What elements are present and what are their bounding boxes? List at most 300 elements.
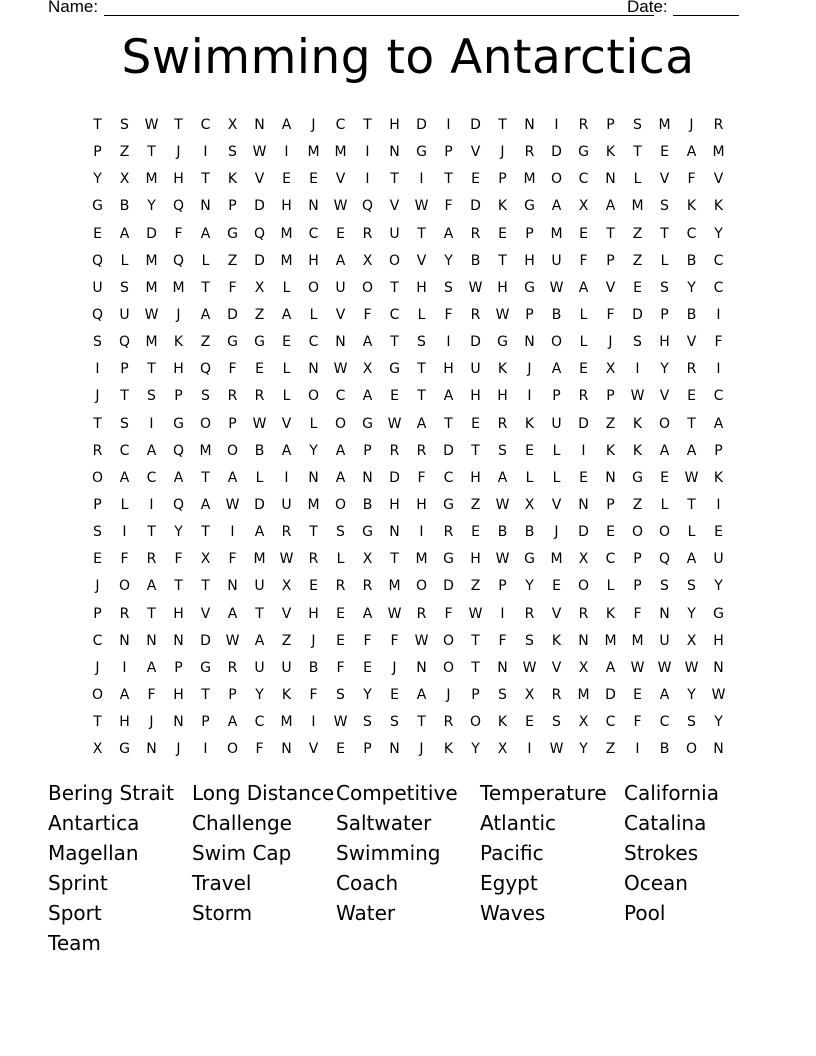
word-list-item: Catalina [624,811,707,835]
grid-cell: M [523,171,536,188]
grid-cell: G [227,225,238,242]
grid-cell: T [417,361,426,378]
grid-cell: W [549,279,564,296]
grid-cell: W [684,659,699,676]
grid-cell: R [146,551,157,568]
grid-cell: X [578,714,589,731]
grid-cell: U [659,632,670,649]
grid-cell: P [174,388,183,405]
grid-cell: D [470,117,481,133]
grid-cell: T [390,334,399,351]
grid-cell: Z [227,252,238,269]
grid-cell: R [227,659,238,676]
grid-cell: C [119,442,130,459]
grid-cell: D [443,442,454,459]
name-date-header [48,0,748,21]
grid-cell: P [633,551,642,568]
grid-cell: R [443,714,454,731]
grid-cell: S [93,334,102,351]
grid-cell: R [227,388,238,405]
grid-cell: N [173,714,184,731]
grid-cell: T [93,117,102,133]
grid-cell: Z [119,144,130,161]
grid-cell: T [687,415,696,432]
grid-cell: S [498,442,507,459]
grid-cell: L [120,252,129,269]
grid-cell: B [686,252,697,269]
grid-cell: V [470,144,481,161]
grid-cell: O [199,415,212,432]
grid-cell: I [635,361,640,378]
grid-cell: F [174,551,183,568]
grid-cell: M [199,442,212,459]
grid-cell: A [443,388,454,405]
grid-cell: H [497,388,508,405]
grid-cell: V [308,741,319,758]
grid-cell: S [120,415,129,432]
grid-cell: E [687,388,696,405]
grid-cell: W [711,686,726,703]
grid-cell: R [254,388,265,405]
grid-cell: G [443,496,454,513]
grid-cell: E [309,578,318,595]
grid-cell: L [282,388,291,405]
grid-cell: S [660,279,669,296]
grid-cell: L [660,496,669,513]
grid-cell: Y [525,578,534,595]
grid-cell: T [498,252,507,269]
grid-cell: E [282,171,291,188]
grid-cell: O [658,524,671,541]
word-list-item: Ocean [624,871,688,895]
grid-cell: V [659,171,670,188]
grid-cell: S [363,714,372,731]
grid-cell: P [606,252,615,269]
grid-cell: E [660,469,669,486]
grid-cell: O [469,714,482,731]
word-list-item: California [624,781,719,805]
grid-cell: L [633,171,642,188]
grid-cell: U [119,306,130,323]
grid-cell: A [551,361,562,378]
grid-cell: T [93,415,102,432]
grid-cell: T [309,524,318,541]
grid-cell: V [551,605,562,622]
grid-cell: F [498,632,507,649]
grid-cell: T [201,279,210,296]
grid-cell: O [550,171,563,188]
grid-cell: D [470,198,481,215]
grid-cell: N [497,659,508,676]
grid-cell: C [335,117,346,133]
grid-cell: O [415,578,428,595]
grid-cell: N [659,605,670,622]
grid-cell: I [365,144,370,161]
grid-cell: J [95,578,100,595]
grid-cell: L [201,252,210,269]
grid-cell: P [606,117,615,133]
grid-cell: E [579,225,588,242]
grid-cell: N [254,117,265,133]
grid-cell: S [228,144,237,161]
grid-cell: E [498,225,507,242]
grid-cell: E [336,225,345,242]
grid-cell: Z [632,252,643,269]
grid-cell: X [227,117,238,133]
grid-cell: A [254,524,265,541]
grid-cell: A [119,225,130,242]
grid-cell: K [713,469,724,486]
grid-cell: C [92,632,103,649]
grid-cell: F [417,469,426,486]
grid-cell: O [442,659,455,676]
grid-cell: L [309,415,318,432]
grid-cell: S [417,334,426,351]
grid-cell: R [119,605,130,622]
grid-cell: D [200,632,211,649]
grid-cell: D [254,198,265,215]
grid-cell: C [659,714,670,731]
grid-cell: G [119,741,130,758]
grid-cell: G [497,334,508,351]
grid-cell: A [443,225,454,242]
grid-cell: P [93,496,102,513]
grid-cell: I [311,714,316,731]
grid-cell: V [200,605,211,622]
grid-cell: W [630,388,645,405]
grid-cell: X [497,741,508,758]
grid-cell: F [714,334,723,351]
grid-cell: Z [470,496,481,513]
grid-cell: Y [147,198,156,215]
word-list-item: Storm [192,901,253,925]
word-list-item: Bering Strait [48,781,174,805]
grid-cell: T [174,117,183,133]
grid-cell: O [334,415,347,432]
grid-cell: J [689,117,694,133]
grid-cell: G [200,659,211,676]
grid-cell: L [120,496,129,513]
grid-cell: J [176,144,181,161]
grid-cell: S [660,578,669,595]
grid-cell: U [254,659,265,676]
grid-cell: V [551,659,562,676]
grid-cell: A [146,442,157,459]
grid-cell: H [173,686,184,703]
word-list-item: Challenge [192,811,292,835]
grid-cell: E [93,551,102,568]
word-list-item: Atlantic [480,811,557,835]
grid-cell: I [203,741,208,758]
grid-cell: W [333,714,348,731]
grid-cell: H [308,605,319,622]
grid-cell: E [471,415,480,432]
grid-cell: U [335,279,346,296]
grid-cell: T [633,144,642,161]
grid-cell: V [281,605,292,622]
grid-cell: A [605,198,616,215]
grid-cell: I [635,741,640,758]
grid-cell: P [228,415,237,432]
grid-cell: P [120,361,129,378]
grid-cell: Y [93,171,102,188]
grid-cell: J [176,306,181,323]
grid-cell: P [93,144,102,161]
grid-cell: V [281,415,292,432]
grid-cell: A [281,117,292,133]
grid-cell: F [228,279,237,296]
grid-cell: I [716,361,721,378]
grid-cell: N [605,469,616,486]
grid-cell: Y [687,686,696,703]
grid-cell: P [471,686,480,703]
name-label: Name: [48,0,99,16]
grid-cell: P [93,605,102,622]
grid-cell: J [446,686,451,703]
grid-cell: W [468,605,483,622]
grid-cell: V [551,496,562,513]
grid-cell: M [280,225,293,242]
grid-cell: A [254,632,265,649]
grid-cell: R [362,225,373,242]
grid-cell: W [144,306,159,323]
grid-cell: P [525,306,534,323]
grid-cell: T [417,225,426,242]
grid-cell: M [145,171,158,188]
grid-cell: N [713,659,724,676]
grid-cell: E [525,714,534,731]
grid-cell: M [307,496,320,513]
grid-cell: L [552,469,561,486]
grid-cell: S [336,524,345,541]
grid-cell: Y [174,524,183,541]
grid-cell: B [497,524,508,541]
grid-cell: C [389,306,400,323]
grid-cell: E [471,171,480,188]
grid-cell: Q [172,198,185,215]
grid-cell: I [446,334,451,351]
grid-cell: C [713,252,724,269]
grid-cell: Q [91,252,104,269]
word-list-item: Sport [48,901,102,925]
grid-cell: T [660,225,669,242]
grid-cell: G [254,334,265,351]
grid-cell: T [471,442,480,459]
grid-cell: K [605,144,616,161]
grid-cell: P [552,388,561,405]
grid-cell: X [119,171,130,188]
grid-cell: Z [605,415,616,432]
grid-cell: Z [281,632,292,649]
grid-cell: A [200,306,211,323]
grid-cell: Q [118,334,131,351]
grid-cell: M [145,279,158,296]
grid-cell: F [444,605,453,622]
grid-cell: Q [172,442,185,459]
grid-cell: H [173,605,184,622]
grid-cell: B [254,442,265,459]
grid-cell: D [605,686,616,703]
grid-cell: N [173,632,184,649]
grid-cell: U [281,659,292,676]
grid-cell: N [308,361,319,378]
grid-cell: W [387,415,402,432]
grid-cell: X [281,578,292,595]
grid-cell: A [146,659,157,676]
grid-cell: R [686,361,697,378]
grid-cell: W [225,496,240,513]
grid-cell: S [201,388,210,405]
grid-cell: G [713,605,724,622]
grid-cell: T [606,225,615,242]
grid-cell: I [716,496,721,513]
grid-cell: L [255,469,264,486]
grid-cell: E [606,524,615,541]
grid-cell: L [579,334,588,351]
grid-cell: N [227,578,238,595]
grid-cell: F [147,686,156,703]
grid-cell: A [362,388,373,405]
grid-cell: J [95,388,100,405]
letter-grid [84,112,732,763]
grid-cell: E [363,659,372,676]
grid-cell: B [470,252,481,269]
grid-cell: J [95,659,100,676]
grid-cell: D [578,524,589,541]
grid-cell: F [336,659,345,676]
grid-cell: A [335,252,346,269]
grid-cell: W [468,279,483,296]
grid-cell: H [308,252,319,269]
grid-cell: C [146,469,157,486]
word-list-item: Water [336,901,396,925]
grid-cell: P [498,171,507,188]
grid-cell: Y [714,714,723,731]
grid-cell: L [579,306,588,323]
grid-cell: A [227,714,238,731]
word-list-item: Swim Cap [192,841,292,865]
grid-cell: B [551,306,562,323]
grid-cell: N [362,469,373,486]
grid-cell: D [416,117,427,133]
grid-cell: W [252,415,267,432]
grid-cell: K [173,334,184,351]
grid-cell: M [631,632,644,649]
grid-cell: G [227,334,238,351]
grid-cell: P [525,225,534,242]
grid-cell: H [713,632,724,649]
grid-cell: I [95,361,100,378]
grid-cell: X [524,686,535,703]
grid-cell: P [228,198,237,215]
grid-cell: U [389,225,400,242]
grid-cell: W [495,306,510,323]
grid-cell: F [579,252,588,269]
grid-cell: A [578,279,589,296]
grid-cell: A [416,415,427,432]
grid-cell: A [686,551,697,568]
grid-cell: W [495,551,510,568]
grid-cell: S [525,632,534,649]
grid-cell: J [176,741,181,758]
grid-cell: G [524,198,535,215]
grid-cell: Z [632,225,643,242]
grid-cell: S [390,714,399,731]
grid-cell: Q [199,361,212,378]
grid-cell: E [633,279,642,296]
grid-cell: E [93,225,102,242]
grid-cell: L [525,469,534,486]
grid-cell: Z [470,578,481,595]
grid-cell: Q [658,551,671,568]
grid-cell: J [554,524,559,541]
grid-cell: O [658,415,671,432]
grid-cell: L [417,306,426,323]
grid-cell: E [336,632,345,649]
grid-cell: I [527,388,532,405]
grid-cell: H [497,279,508,296]
grid-cell: Y [471,741,480,758]
grid-cell: B [119,198,130,215]
grid-cell: O [91,686,104,703]
grid-cell: K [686,198,697,215]
grid-cell: U [92,279,103,296]
grid-cell: W [333,198,348,215]
grid-cell: Y [714,578,723,595]
grid-cell: K [497,361,508,378]
grid-cell: U [551,252,562,269]
grid-cell: O [226,442,239,459]
grid-cell: W [333,361,348,378]
grid-cell: Z [605,741,616,758]
grid-cell: F [444,198,453,215]
grid-cell: K [281,686,292,703]
grid-cell: W [495,496,510,513]
word-list-item: Coach [336,871,399,895]
grid-cell: I [527,741,532,758]
grid-cell: M [280,714,293,731]
grid-cell: C [308,334,319,351]
grid-cell: I [365,171,370,188]
grid-cell: A [227,469,238,486]
grid-cell: H [416,496,427,513]
grid-cell: N [119,632,130,649]
grid-cell: J [311,117,316,133]
grid-cell: G [362,524,373,541]
word-list-item: Saltwater [336,811,432,835]
grid-cell: N [605,171,616,188]
grid-cell: L [282,279,291,296]
grid-cell: S [633,334,642,351]
grid-cell: G [389,361,400,378]
grid-cell: R [416,605,427,622]
grid-cell: O [550,334,563,351]
grid-cell: A [605,659,616,676]
grid-cell: H [470,551,481,568]
grid-cell: O [334,496,347,513]
grid-cell: F [390,632,399,649]
grid-cell: M [172,279,185,296]
grid-cell: S [660,198,669,215]
grid-cell: T [444,415,453,432]
grid-cell: R [416,442,427,459]
grid-cell: J [419,741,424,758]
grid-cell: L [309,306,318,323]
grid-cell: T [147,361,156,378]
grid-cell: K [605,605,616,622]
grid-cell: H [173,171,184,188]
grid-cell: V [254,171,265,188]
